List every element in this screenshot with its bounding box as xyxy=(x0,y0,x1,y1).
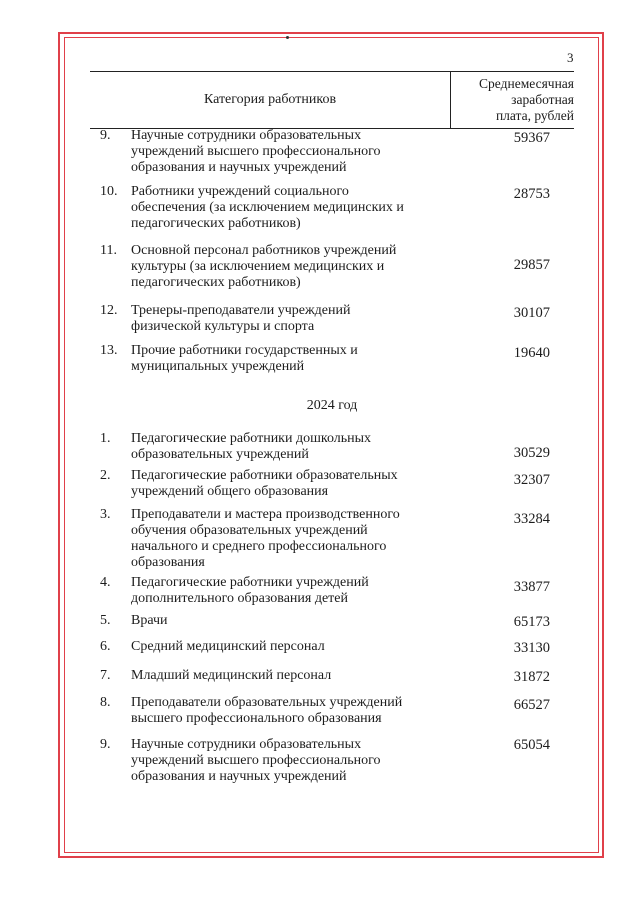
row-category-line: Работники учреждений социального xyxy=(131,184,349,199)
row-category-line: учреждений общего образования xyxy=(131,484,329,499)
row-category-line: Педагогические работники образовательных xyxy=(131,468,398,483)
row-category xyxy=(131,737,451,785)
row-number: 9. xyxy=(100,128,111,143)
row-category xyxy=(131,468,451,500)
row-category-line: педагогических работников) xyxy=(131,216,301,231)
row-salary: 30529 xyxy=(513,445,550,461)
row-category xyxy=(131,575,451,607)
row-category xyxy=(131,695,451,727)
row-category-line: Педагогические работники учреждений xyxy=(131,575,369,590)
row-salary: 31872 xyxy=(513,669,550,685)
row-salary: 65054 xyxy=(513,737,550,753)
page-number: 3 xyxy=(567,50,574,65)
table-top-rule xyxy=(90,71,574,72)
row-number: 3. xyxy=(100,507,111,522)
row-number: 2. xyxy=(100,468,111,483)
page-mark xyxy=(286,36,289,39)
header-salary-line: Среднемесячная xyxy=(479,76,574,91)
row-category xyxy=(131,639,451,655)
row-number: 9. xyxy=(100,737,111,752)
row-salary: 30107 xyxy=(513,305,550,321)
row-number: 11. xyxy=(100,243,117,258)
row-category xyxy=(131,343,451,375)
row-salary: 66527 xyxy=(513,697,550,713)
row-category-line: Младший медицинский персонал xyxy=(131,668,332,683)
row-number: 5. xyxy=(100,613,111,628)
row-category-line: Врачи xyxy=(131,613,168,628)
row-category xyxy=(131,128,451,176)
row-salary: 28753 xyxy=(513,186,550,202)
row-salary: 33130 xyxy=(513,640,550,656)
row-category-line: обеспечения (за исключением медицинских и xyxy=(131,200,404,215)
row-salary: 65173 xyxy=(513,614,550,630)
row-category xyxy=(131,303,451,335)
row-category-line: Преподаватели и мастера производственного xyxy=(131,507,400,522)
row-category-line: педагогических работников) xyxy=(131,275,301,290)
row-number: 4. xyxy=(100,575,111,590)
row-salary: 33877 xyxy=(513,579,550,595)
row-category xyxy=(131,184,451,232)
row-category xyxy=(131,668,451,684)
row-category-line: Научные сотрудники образовательных xyxy=(131,737,362,752)
row-category-line: культуры (за исключением медицинских и xyxy=(131,259,385,274)
row-category-line: образования и научных учреждений xyxy=(131,160,347,175)
row-category-line: начального и среднего профессионального xyxy=(131,539,387,554)
row-category-line: Научные сотрудники образовательных xyxy=(131,128,362,143)
row-salary: 29857 xyxy=(513,257,550,273)
row-salary: 19640 xyxy=(513,345,550,361)
row-number: 6. xyxy=(100,639,111,654)
header-salary xyxy=(451,76,574,124)
header-category: Категория работников xyxy=(203,92,337,107)
row-number: 7. xyxy=(100,668,111,683)
row-category-line: Тренеры-преподаватели учреждений xyxy=(131,303,351,318)
row-category-line: высшего профессионального образования xyxy=(131,711,382,726)
row-category-line: образовательных учреждений xyxy=(131,447,309,462)
row-category xyxy=(131,243,451,291)
year-heading: 2024 год xyxy=(306,398,358,413)
row-category-line: Прочие работники государственных и xyxy=(131,343,358,358)
row-salary: 33284 xyxy=(513,511,550,527)
row-number: 13. xyxy=(100,343,118,358)
row-category xyxy=(131,613,451,629)
row-number: 12. xyxy=(100,303,118,318)
row-category-line: учреждений высшего профессионального xyxy=(131,144,381,159)
row-number: 1. xyxy=(100,431,111,446)
row-category xyxy=(131,431,451,463)
row-category-line: Педагогические работники дошкольных xyxy=(131,431,372,446)
row-category-line: физической культуры и спорта xyxy=(131,319,315,334)
row-category-line: образования и научных учреждений xyxy=(131,769,347,784)
header-salary-line: плата, рублей xyxy=(495,108,574,123)
row-category-line: дополнительного образования детей xyxy=(131,591,348,606)
row-number: 10. xyxy=(100,184,118,199)
row-category-line: Преподаватели образовательных учреждений xyxy=(131,695,403,710)
row-category-line: образования xyxy=(131,555,205,570)
row-salary: 32307 xyxy=(513,472,550,488)
row-category-line: муниципальных учреждений xyxy=(131,359,305,374)
row-category-line: Средний медицинский персонал xyxy=(131,639,325,654)
header-salary-line: заработная xyxy=(511,92,574,107)
row-category-line: учреждений высшего профессионального xyxy=(131,753,381,768)
row-category-line: обучения образовательных учреждений xyxy=(131,523,368,538)
row-category xyxy=(131,507,451,571)
row-category-line: Основной персонал работников учреждений xyxy=(131,243,397,258)
row-salary: 59367 xyxy=(513,130,550,146)
row-number: 8. xyxy=(100,695,111,710)
